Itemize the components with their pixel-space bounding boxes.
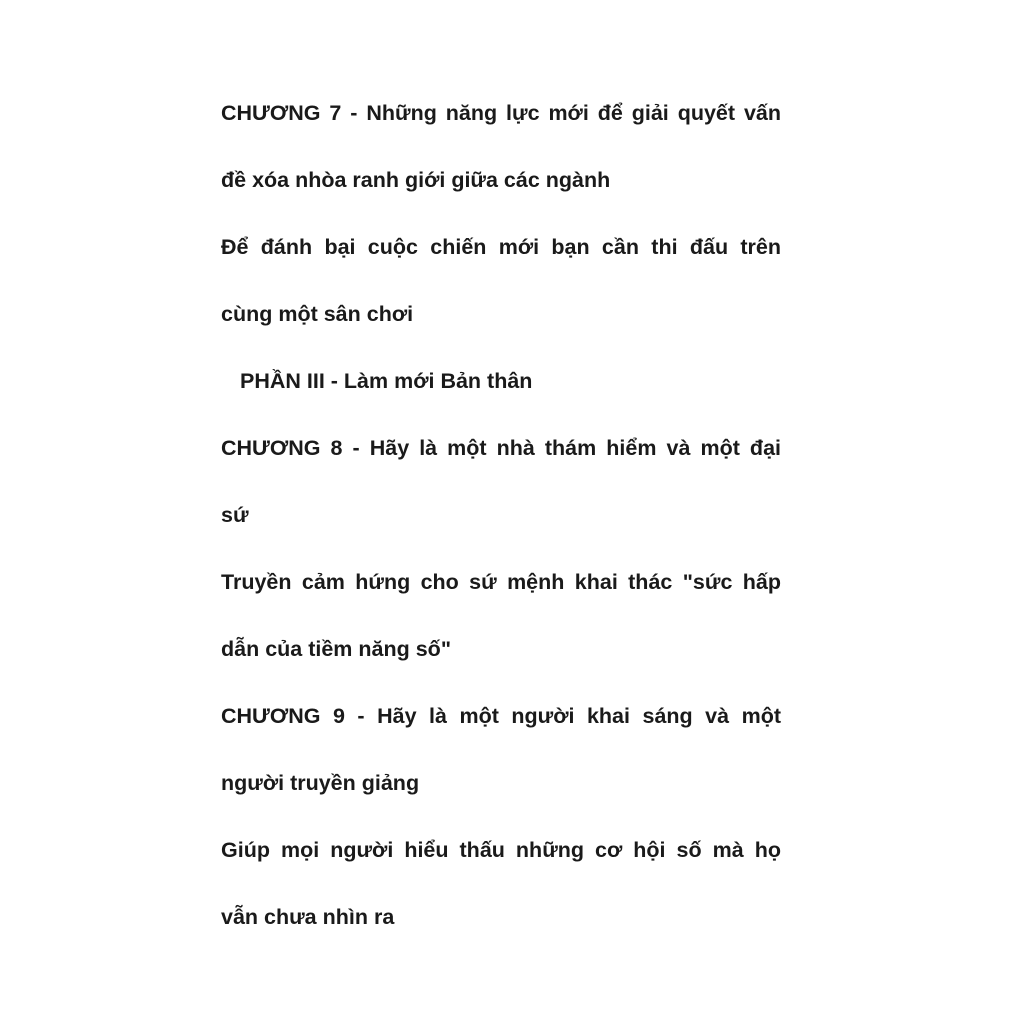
toc-line-chapter-8-title-cont: sứ xyxy=(221,503,249,527)
toc-line-chapter-8-subtitle-cont: dẫn của tiềm năng số" xyxy=(221,637,452,661)
toc-line-chapter-7-subtitle: Để đánh bại cuộc chiến mới bạn cần thi đấu trên xyxy=(221,235,781,259)
toc-line-chapter-7-title: CHƯƠNG 7 - Những năng lực mới để giải quyết vấn xyxy=(221,101,781,125)
toc-line-chapter-8-subtitle: Truyền cảm hứng cho sứ mệnh khai thác "sức hấp xyxy=(221,570,781,594)
toc-line-chapter-9-title-cont: người truyền giảng xyxy=(221,771,420,795)
toc-line-chapter-8-title: CHƯƠNG 8 - Hãy là một nhà thám hiểm và một đại xyxy=(221,436,781,460)
toc-line-chapter-7-subtitle-cont: cùng một sân chơi xyxy=(221,302,414,326)
toc-line-chapter-9-subtitle: Giúp mọi người hiểu thấu những cơ hội số mà họ xyxy=(221,838,781,862)
toc-line-chapter-7-title-cont: đề xóa nhòa ranh giới giữa các ngành xyxy=(221,168,611,192)
toc-line-chapter-9-title: CHƯƠNG 9 - Hãy là một người khai sáng và một xyxy=(221,704,781,728)
table-of-contents xyxy=(221,80,781,951)
toc-line-part-3-heading: PHẦN III - Làm mới Bản thân xyxy=(240,369,533,393)
toc-line-chapter-9-subtitle-cont: vẫn chưa nhìn ra xyxy=(221,905,395,929)
